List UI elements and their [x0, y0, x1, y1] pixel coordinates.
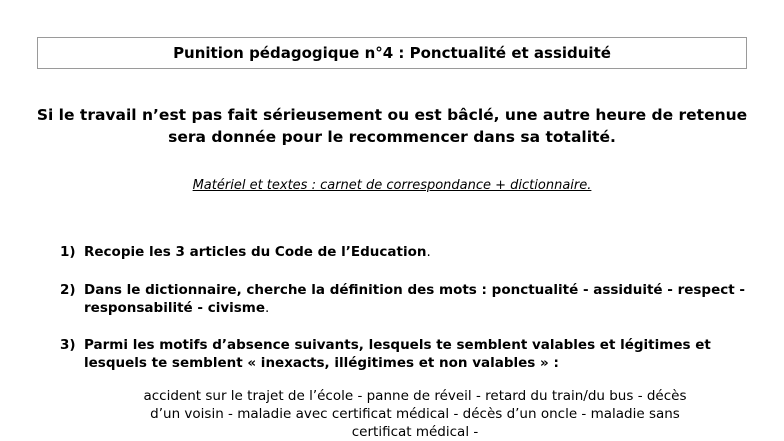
question-tail: : ponctualité - assiduité - respect - — [476, 282, 746, 298]
question-text-line-2: responsabilité - civisme — [84, 300, 266, 316]
question-2 — [60, 281, 750, 317]
question-tail: . — [426, 244, 431, 260]
question-text: Dans le dictionnaire, cherche la définition des mots — [84, 282, 477, 298]
question-number: 3) — [60, 337, 76, 353]
document-title-box — [37, 37, 747, 69]
motifs-list — [90, 387, 740, 441]
warning-line-1: Si le travail n’est pas fait sérieusement ou est bâclé, une autre heure de retenue — [36, 106, 748, 124]
motifs-line-2: d’un voisin - maladie avec certificat médical - décès d’un oncle - maladie sans — [150, 406, 680, 422]
question-text: Parmi les motifs d’absence suivants, lesquels te semblent valables et légitimes et — [84, 337, 711, 353]
motifs-line-1: accident sur le trajet de l’école - panne de réveil - retard du train/du bus - décès — [143, 388, 687, 404]
motifs-line-3: certificat médical - — [351, 424, 479, 440]
question-text: Recopie les 3 articles du Code de l’Education — [84, 244, 427, 260]
question-text-line-2: lesquels te semblent « inexacts, illégitimes et non valables » : — [84, 355, 559, 371]
materials-note: Matériel et textes : carnet de correspondance + dictionnaire. — [192, 178, 592, 193]
warning-paragraph — [30, 104, 754, 148]
warning-line-2: sera donnée pour le recommencer dans sa totalité. — [168, 128, 616, 146]
document-title: Punition pédagogique n°4 : Ponctualité et assiduité — [173, 44, 611, 62]
question-number: 2) — [60, 282, 76, 298]
question-tail-line-2: . — [265, 300, 270, 316]
question-number: 1) — [60, 244, 76, 260]
question-3 — [60, 336, 750, 372]
question-1 — [60, 243, 750, 261]
